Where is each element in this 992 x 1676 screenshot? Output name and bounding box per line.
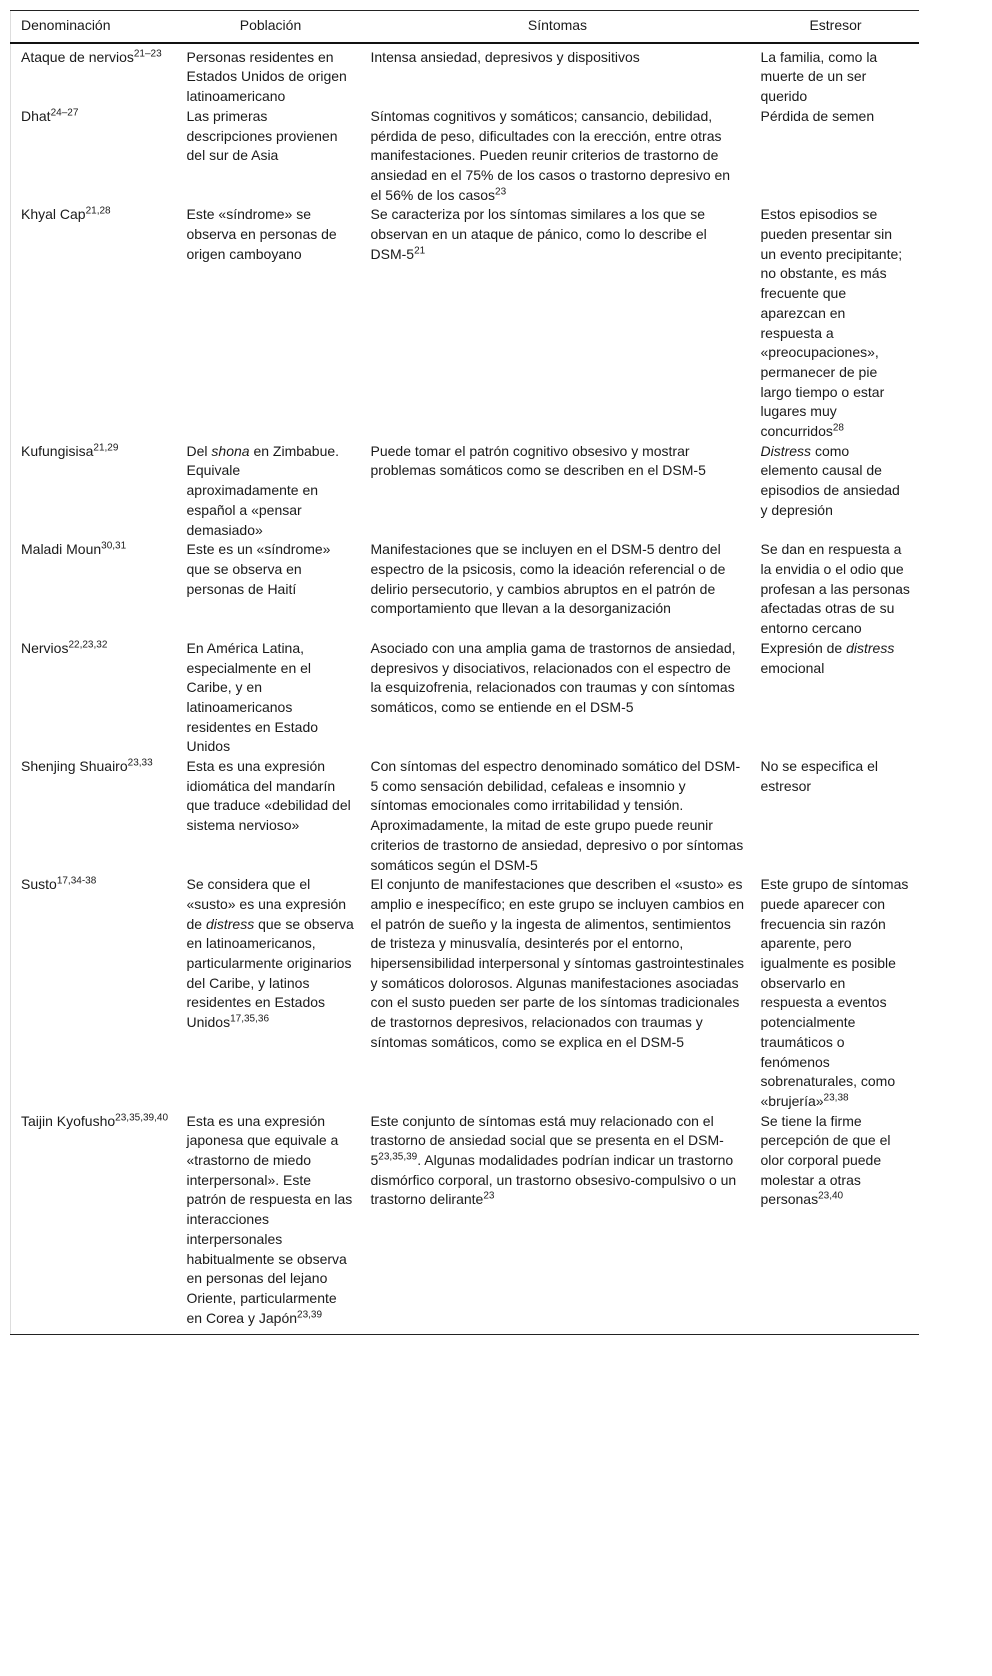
table-row	[11, 442, 919, 541]
cell-text: Expresión de	[760, 639, 847, 656]
reference-superscript: 23	[495, 185, 507, 197]
cell-estresor	[753, 442, 919, 541]
cell-text: La familia, como la muerte de un ser querido	[760, 48, 878, 105]
cell-denominacion	[11, 43, 179, 107]
reference-superscript: 21	[414, 245, 426, 257]
cell-text: Se considera que el «susto» es una expresión de	[186, 876, 347, 932]
cell-text: Este «síndrome» se observa en personas de origen camboyano	[186, 206, 337, 262]
cell-text: Manifestaciones que se incluyen en el DSM-5 dentro del espectro de la psicosis, como la ideación referencial o de delirio persecutorio, y cambios abruptos en el patrón de comportamiento que llevan a la desorganización	[370, 541, 726, 617]
cell-poblacion	[179, 639, 363, 757]
cell-text: Ataque de nervios	[21, 48, 134, 65]
cell-text: Taijin Kyofusho	[21, 1112, 116, 1129]
cell-poblacion	[179, 1112, 363, 1335]
reference-superscript: 21,28	[85, 205, 111, 217]
table-row	[11, 205, 919, 441]
cell-text: Se dan en respuesta a la envidia o el odio que profesan a las personas afectadas otras de su entorno cercano	[760, 541, 910, 637]
cell-text: El conjunto de manifestaciones que describen el «susto» es amplio e inespecífico; en este grupo se incluyen cambios en el patrón de sueño y la ingesta de alimentos, sentimientos de tristeza y minusvalía, desinterés por el entorno, hipersensibilidad interpersonal y síntomas gastrointestinales y somáticos dolorosos. Algunas manifestaciones asociadas con el susto pueden ser parte de los síntomas tradicionales de trastornos depresivos, relacionados con traumas y síntomas somáticos, como se explica en el DSM-5	[370, 876, 745, 1050]
cell-poblacion	[179, 43, 363, 107]
cell-text: Intensa ansiedad, depresivos y dispositivos	[370, 48, 640, 65]
cell-poblacion	[179, 442, 363, 541]
cell-sintomas	[363, 639, 753, 757]
cell-text: En América Latina, especialmente en el Caribe, y en latinoamericanos residentes en Estado Unidos	[186, 639, 319, 755]
table-row	[11, 107, 919, 206]
table-row	[11, 875, 919, 1111]
reference-superscript: 28	[832, 422, 844, 434]
reference-superscript: 24–27	[50, 107, 79, 119]
italic-text: distress	[205, 915, 255, 932]
cell-estresor	[753, 1112, 919, 1335]
table-row	[11, 43, 919, 107]
cell-text: Khyal Cap	[21, 206, 86, 223]
cell-denominacion	[11, 205, 179, 441]
cell-text: Maladi Moun	[21, 541, 102, 558]
cell-text: Con síntomas del espectro denominado somático del DSM-5 como sensación debilidad, cefaleas e insomnio y síntomas emocionales como irritabilidad y tensión. Aproximadamente, la mitad de este grupo puede reunir criterios de trastorno de ansiedad, depresivo o por síntomas somáticos según el DSM-5	[370, 758, 744, 873]
cell-text: Este grupo de síntomas puede aparecer con frecuencia sin razón aparente, pero igualmente es posible observarlo en respuesta a eventos potencialmente traumáticos o fenómenos sobrenaturales, como «brujería»	[760, 876, 909, 1109]
header-estresor: Estresor	[753, 11, 919, 43]
reference-superscript: 23,35,39,40	[115, 1112, 168, 1124]
header-sintomas: Síntomas	[363, 11, 753, 43]
header-denominacion: Denominación	[11, 11, 179, 43]
cell-text: Kufungisisa	[21, 442, 94, 459]
header-row	[11, 11, 919, 43]
italic-text: Distress	[760, 442, 812, 459]
cell-sintomas	[363, 757, 753, 875]
cell-denominacion	[11, 1112, 179, 1335]
reference-superscript: 23	[483, 1190, 495, 1202]
cell-text: Shenjing Shuairo	[21, 758, 128, 775]
table-row	[11, 1112, 919, 1335]
cell-estresor	[753, 43, 919, 107]
cell-denominacion	[11, 757, 179, 875]
cell-sintomas	[363, 43, 753, 107]
table-row	[11, 757, 919, 875]
cell-estresor	[753, 107, 919, 206]
reference-superscript: 17,35,36	[230, 1013, 270, 1025]
cell-poblacion	[179, 757, 363, 875]
cell-poblacion	[179, 875, 363, 1111]
culture-bound-syndromes-table	[10, 10, 919, 1335]
cell-text: Nervios	[21, 639, 69, 656]
cell-text: Este conjunto de síntomas está muy relacionado con el trastorno de ansiedad social que se presenta en el DSM-5	[370, 1112, 724, 1169]
cell-text: No se especifica el estresor	[760, 758, 879, 794]
cell-text: Puede tomar el patrón cognitivo obsesivo y mostrar problemas somáticos como se describen en el DSM-5	[370, 442, 706, 479]
cell-sintomas	[363, 442, 753, 541]
table-row	[11, 540, 919, 639]
cell-denominacion	[11, 639, 179, 757]
cell-sintomas	[363, 1112, 753, 1335]
cell-estresor	[753, 540, 919, 639]
cell-text: Este es un «síndrome» que se observa en personas de Haití	[186, 541, 331, 597]
reference-superscript: 22,23,32	[68, 639, 108, 651]
cell-text: Esta es una expresión idiomática del mandarín que traduce «debilidad del sistema nervioso»	[186, 758, 351, 834]
cell-text: Estos episodios se pueden presentar sin un evento precipitante; no obstante, es más frecuente que aparezcan en respuesta a «preocupaciones», permanecer de pie largo tiempo o estar lugares muy concurridos	[760, 206, 903, 440]
reference-superscript: 23,35,39	[378, 1151, 418, 1163]
cell-text: Síntomas cognitivos y somáticos; cansancio, debilidad, pérdida de peso, dificultades con la erección, entre otras manifestaciones. Pueden reunir criterios de trastorno de ansiedad en el 75% de los casos o trastorno depresivo en el 56% de los casos	[370, 107, 731, 203]
cell-poblacion	[179, 107, 363, 206]
cell-text: que se observa en latinoamericanos, particularmente originarios del Caribe, y latinos residentes en Estados Unidos	[186, 915, 354, 1031]
italic-text: distress	[846, 639, 895, 656]
reference-superscript: 23,40	[818, 1190, 844, 1202]
cell-text: Asociado con una amplia gama de trastornos de ansiedad, depresivos y disociativos, relacionados con el espectro de la esquizofrenia, relacionados con traumas y con síntomas somáticos, como se entiende en el DSM-5	[370, 639, 736, 715]
cell-sintomas	[363, 540, 753, 639]
cell-text: Personas residentes en Estados Unidos de origen latinoamericano	[186, 48, 347, 105]
cell-text: Susto	[21, 876, 57, 893]
cell-text: . Algunas modalidades podrían indicar un trastorno dismórfico corporal, un trastorno obsesivo-compulsivo o un trastorno delirante	[370, 1152, 737, 1208]
cell-denominacion	[11, 875, 179, 1111]
cell-sintomas	[363, 875, 753, 1111]
reference-superscript: 17,34-38	[56, 875, 97, 887]
italic-text: shona	[211, 442, 250, 459]
cell-estresor	[753, 639, 919, 757]
cell-estresor	[753, 205, 919, 441]
cell-estresor	[753, 757, 919, 875]
cell-denominacion	[11, 540, 179, 639]
cell-text: en Zimbabue. Equivale aproximadamente en español a «pensar demasiado»	[186, 442, 340, 538]
header-poblacion: Población	[179, 11, 363, 43]
reference-superscript: 23,33	[127, 757, 153, 769]
cell-text: emocional	[760, 659, 825, 676]
cell-sintomas	[363, 107, 753, 206]
cell-text: como elemento causal de episodios de ansiedad y depresión	[760, 442, 900, 518]
reference-superscript: 23,38	[823, 1092, 849, 1104]
cell-text: Esta es una expresión japonesa que equivale a «trastorno de miedo interpersonal». Este patrón de respuesta en las interacciones interpersonales habitualmente se observa en personas del lejano Oriente, particularmente en Corea y Japón	[186, 1112, 353, 1326]
cell-denominacion	[11, 107, 179, 206]
cell-estresor	[753, 875, 919, 1111]
cell-text: Las primeras descripciones provienen del sur de Asia	[186, 107, 338, 164]
reference-superscript: 21–23	[133, 48, 162, 60]
cell-text: Se caracteriza por los síntomas similares a los que se observan en un ataque de pánico, como lo describe el DSM-5	[370, 206, 707, 262]
cell-denominacion	[11, 442, 179, 541]
cell-sintomas	[363, 205, 753, 441]
reference-superscript: 30,31	[101, 540, 127, 552]
reference-superscript: 21,29	[93, 442, 119, 454]
cell-poblacion	[179, 540, 363, 639]
cell-poblacion	[179, 205, 363, 441]
cell-text: Pérdida de semen	[760, 107, 875, 124]
reference-superscript: 23,39	[297, 1309, 323, 1321]
cell-text: Dhat	[21, 107, 51, 124]
cell-text: Se tiene la firme percepción de que el olor corporal puede molestar a otras personas	[760, 1112, 891, 1208]
cell-text: Del	[186, 442, 212, 459]
table-row	[11, 639, 919, 757]
